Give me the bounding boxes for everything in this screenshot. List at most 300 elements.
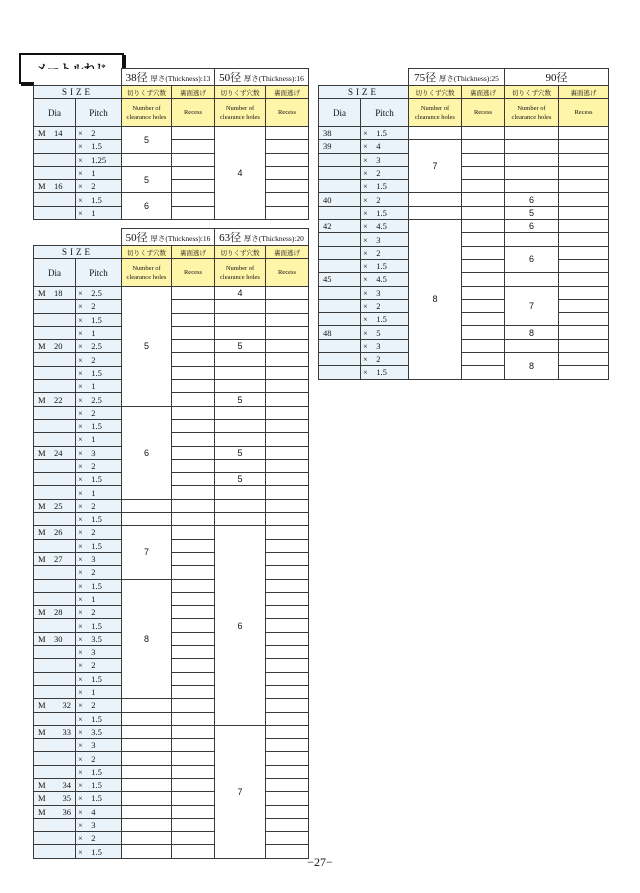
dia-cell: [34, 486, 76, 499]
recess-cell: [172, 446, 215, 459]
pitch-cell: × 1.5: [76, 366, 122, 379]
clearance-holes-value: 5: [122, 127, 172, 154]
recess-cell: [266, 393, 309, 406]
pitch-cell: × 1: [76, 166, 122, 179]
recess-cell: [266, 659, 309, 672]
size-header: SIZE: [319, 86, 409, 99]
recess-cell: [172, 326, 215, 339]
table-row: [34, 672, 309, 685]
table-row: [34, 433, 309, 446]
pitch-cell: × 2: [361, 166, 409, 179]
clearance-holes-header: Number of clearance holes: [122, 259, 172, 287]
group-header-90: 90径: [505, 69, 609, 86]
group-header-38: 38径 厚さ(Thickness):13: [122, 69, 215, 86]
table-row: [34, 619, 309, 632]
pitch-cell: × 2: [361, 193, 409, 206]
recess-cell: [172, 752, 215, 765]
table-row: [34, 300, 309, 313]
clearance-holes-value: 5: [122, 166, 172, 193]
recess-cell: [462, 313, 505, 326]
group-header-63: 63径 厚さ(Thickness):20: [215, 229, 309, 246]
dia-cell: [34, 140, 76, 153]
pitch-cell: × 1: [76, 326, 122, 339]
table-row: [319, 246, 609, 259]
table-row: [34, 340, 309, 353]
recess-cell: [559, 299, 609, 312]
recess-cell: [462, 220, 505, 233]
pitch-header: Pitch: [76, 259, 122, 287]
clearance-holes-value: 8: [505, 326, 559, 339]
clearance-holes-value: 5: [215, 446, 266, 459]
pitch-header: Pitch: [361, 99, 409, 127]
pitch-cell: × 5: [361, 326, 409, 339]
recess-header: Recess: [172, 99, 215, 127]
pitch-cell: × 1.5: [76, 845, 122, 858]
recess-cell: [172, 526, 215, 539]
recess-cell: [172, 699, 215, 712]
pitch-cell: × 2: [76, 127, 122, 140]
pitch-cell: × 2: [76, 606, 122, 619]
dia-cell: [319, 166, 361, 179]
recess-cell: [559, 127, 609, 140]
clearance-holes-value: 6: [122, 406, 172, 499]
recess-cell: [172, 313, 215, 326]
dia-cell: [34, 739, 76, 752]
table-row: [34, 712, 309, 725]
pitch-cell: × 1: [76, 206, 122, 219]
dia-cell: [34, 539, 76, 552]
pitch-cell: × 3: [76, 739, 122, 752]
recess-cell: [172, 818, 215, 831]
dia-cell: 38: [319, 127, 361, 140]
cut-holes-jp: 切りくず穴数: [505, 86, 559, 99]
dia-cell: [34, 646, 76, 659]
dia-cell: [34, 419, 76, 432]
clearance-holes-value: 6: [505, 220, 559, 233]
recess-cell: [172, 406, 215, 419]
clearance-holes-header: Number of clearance holes: [409, 99, 462, 127]
recess-cell: [266, 366, 309, 379]
clearance-holes-value: 6: [122, 193, 172, 220]
dia-cell: [319, 233, 361, 246]
dia-cell: [319, 206, 361, 219]
pitch-cell: × 3: [76, 818, 122, 831]
dia-cell: [319, 286, 361, 299]
cut-holes-jp: 切りくず穴数: [122, 86, 172, 99]
table-row: [34, 140, 309, 153]
recess-cell: [172, 632, 215, 645]
clearance-holes-value: 5: [215, 393, 266, 406]
pitch-cell: × 1.5: [76, 140, 122, 153]
table-row: [34, 592, 309, 605]
pitch-cell: × 2: [76, 699, 122, 712]
pitch-cell: × 2: [361, 299, 409, 312]
table-row: [34, 366, 309, 379]
dia-cell: M 18: [34, 287, 76, 300]
recess-cell: [462, 206, 505, 219]
dia-cell: M 20: [34, 340, 76, 353]
recess-cell: [559, 366, 609, 379]
recess-jp: 裏面逃げ: [462, 86, 505, 99]
table-row: [34, 539, 309, 552]
pitch-cell: × 2.5: [76, 287, 122, 300]
pitch-cell: × 1.5: [76, 539, 122, 552]
recess-cell: [172, 513, 215, 526]
recess-header: Recess: [559, 99, 609, 127]
recess-cell: [266, 765, 309, 778]
table-row: [319, 299, 609, 312]
recess-cell: [266, 672, 309, 685]
recess-cell: [559, 233, 609, 246]
pitch-cell: × 3: [361, 339, 409, 352]
recess-cell: [266, 739, 309, 752]
dia-cell: [34, 473, 76, 486]
pitch-cell: × 4: [76, 805, 122, 818]
recess-cell: [266, 805, 309, 818]
dia-cell: 48: [319, 326, 361, 339]
recess-cell: [172, 287, 215, 300]
table-row: [319, 127, 609, 140]
recess-cell: [266, 287, 309, 300]
clearance-holes-value: 5: [505, 206, 559, 219]
recess-cell: [266, 699, 309, 712]
recess-cell: [266, 712, 309, 725]
recess-cell: [462, 246, 505, 259]
pitch-cell: × 1: [76, 685, 122, 698]
table-row: [319, 339, 609, 352]
recess-cell: [266, 685, 309, 698]
recess-cell: [172, 393, 215, 406]
dia-cell: [34, 166, 76, 179]
recess-cell: [172, 340, 215, 353]
dia-cell: [34, 818, 76, 831]
recess-cell: [266, 513, 309, 526]
dia-cell: [34, 326, 76, 339]
clearance-holes-value: 5: [122, 287, 172, 407]
pitch-cell: × 1.5: [76, 619, 122, 632]
clearance-holes-value: 8: [505, 353, 559, 380]
dia-cell: [34, 712, 76, 725]
dia-cell: [34, 459, 76, 472]
pitch-cell: × 1.5: [361, 180, 409, 193]
dia-cell: [34, 206, 76, 219]
cut-holes-jp: 切りくず穴数: [215, 86, 266, 99]
table-row: [34, 566, 309, 579]
table-row: [319, 140, 609, 153]
recess-cell: [559, 193, 609, 206]
page-number: −27−: [307, 855, 333, 869]
dia-cell: M 26: [34, 526, 76, 539]
recess-cell: [266, 340, 309, 353]
dia-cell: [34, 380, 76, 393]
table-row: [319, 153, 609, 166]
table-row: [34, 486, 309, 499]
dia-cell: M 30: [34, 632, 76, 645]
recess-cell: [462, 339, 505, 352]
recess-cell: [172, 685, 215, 698]
pitch-cell: × 2: [76, 499, 122, 512]
recess-cell: [462, 153, 505, 166]
recess-cell: [559, 206, 609, 219]
table-row: [319, 259, 609, 272]
pitch-cell: × 3.5: [76, 725, 122, 738]
dia-cell: [319, 313, 361, 326]
pitch-cell: × 2.5: [76, 393, 122, 406]
dia-cell: [34, 566, 76, 579]
recess-cell: [462, 180, 505, 193]
dia-cell: [34, 832, 76, 845]
pitch-cell: × 1: [76, 592, 122, 605]
table-row: [319, 313, 609, 326]
table-row: [34, 685, 309, 698]
pitch-cell: × 1.25: [76, 153, 122, 166]
dia-cell: M 22: [34, 393, 76, 406]
recess-cell: [266, 380, 309, 393]
pitch-cell: × 2: [76, 832, 122, 845]
recess-cell: [172, 300, 215, 313]
table-row: [34, 406, 309, 419]
dia-cell: [319, 153, 361, 166]
recess-cell: [559, 286, 609, 299]
recess-cell: [172, 486, 215, 499]
recess-cell: [266, 459, 309, 472]
recess-cell: [559, 339, 609, 352]
size-header: SIZE: [34, 86, 122, 99]
recess-cell: [266, 499, 309, 512]
group-header-50: 50径 厚さ(Thickness):16: [122, 229, 215, 246]
recess-cell: [462, 193, 505, 206]
recess-cell: [266, 446, 309, 459]
recess-cell: [462, 166, 505, 179]
table-row: [34, 725, 309, 738]
recess-header: Recess: [462, 99, 505, 127]
recess-cell: [266, 526, 309, 539]
dia-cell: [34, 579, 76, 592]
recess-cell: [266, 473, 309, 486]
dia-cell: [34, 513, 76, 526]
recess-cell: [172, 539, 215, 552]
table-row: [34, 287, 309, 300]
recess-jp: 裏面逃げ: [266, 86, 309, 99]
table-row: [34, 765, 309, 778]
clearance-holes-value: 6: [505, 193, 559, 206]
recess-cell: [172, 792, 215, 805]
dia-header: Dia: [34, 259, 76, 287]
recess-cell: [462, 326, 505, 339]
recess-cell: [462, 127, 505, 140]
recess-cell: [559, 140, 609, 153]
table-row: [34, 326, 309, 339]
dia-cell: [34, 353, 76, 366]
table-row: [319, 220, 609, 233]
recess-cell: [462, 286, 505, 299]
dia-cell: M 16: [34, 180, 76, 193]
dia-cell: [319, 259, 361, 272]
pitch-cell: × 1.5: [76, 579, 122, 592]
pitch-cell: × 1: [76, 486, 122, 499]
table-row: [34, 473, 309, 486]
dia-cell: 40: [319, 193, 361, 206]
table-row: [34, 818, 309, 831]
pitch-cell: × 1.5: [361, 259, 409, 272]
clearance-holes-value: 7: [122, 526, 172, 579]
recess-cell: [172, 778, 215, 791]
pitch-cell: × 2: [76, 566, 122, 579]
recess-cell: [172, 725, 215, 738]
table-row: [34, 380, 309, 393]
pitch-cell: × 4.5: [361, 220, 409, 233]
pitch-cell: × 1.5: [361, 366, 409, 379]
recess-cell: [462, 353, 505, 366]
recess-cell: [172, 579, 215, 592]
recess-jp: 裏面逃げ: [172, 246, 215, 259]
clearance-holes-value: 4: [215, 127, 266, 220]
dia-cell: [319, 180, 361, 193]
recess-cell: [559, 220, 609, 233]
recess-cell: [462, 273, 505, 286]
table-row: [34, 393, 309, 406]
recess-header: Recess: [172, 259, 215, 287]
size-header: SIZE: [34, 246, 122, 259]
table-row: [319, 326, 609, 339]
clearance-holes-value: 8: [409, 220, 462, 380]
clearance-holes-header: Number of clearance holes: [505, 99, 559, 127]
dia-cell: M 28: [34, 606, 76, 619]
pitch-cell: × 1: [76, 380, 122, 393]
pitch-cell: × 1.5: [76, 513, 122, 526]
recess-cell: [172, 566, 215, 579]
pitch-cell: × 1.5: [76, 765, 122, 778]
pitch-cell: × 3.5: [76, 632, 122, 645]
pitch-cell: × 1.5: [361, 313, 409, 326]
recess-cell: [172, 366, 215, 379]
pitch-cell: × 3: [76, 446, 122, 459]
pitch-cell: × 3: [76, 646, 122, 659]
dia-cell: M 33: [34, 725, 76, 738]
dia-cell: [34, 406, 76, 419]
recess-cell: [172, 473, 215, 486]
table-row: [34, 552, 309, 565]
pitch-cell: × 3: [76, 552, 122, 565]
dia-cell: [319, 299, 361, 312]
table-row: [319, 286, 609, 299]
pitch-cell: × 2: [76, 353, 122, 366]
clearance-holes-value: 7: [215, 725, 266, 858]
pitch-cell: × 1.5: [76, 792, 122, 805]
clearance-holes-value: 7: [409, 140, 462, 193]
dia-cell: [319, 246, 361, 259]
recess-cell: [559, 180, 609, 193]
table-row: [34, 313, 309, 326]
pitch-cell: × 2: [76, 459, 122, 472]
recess-cell: [266, 552, 309, 565]
dia-cell: [34, 765, 76, 778]
dia-cell: 42: [319, 220, 361, 233]
recess-cell: [266, 592, 309, 605]
table-row: [34, 699, 309, 712]
dia-cell: [319, 366, 361, 379]
dia-cell: M 32: [34, 699, 76, 712]
clearance-holes-value: 7: [505, 286, 559, 326]
dia-cell: [34, 672, 76, 685]
recess-cell: [172, 739, 215, 752]
dia-cell: 45: [319, 273, 361, 286]
recess-cell: [172, 832, 215, 845]
recess-cell: [266, 419, 309, 432]
recess-cell: [462, 140, 505, 153]
dia-cell: M 36: [34, 805, 76, 818]
table-row: [34, 127, 309, 140]
recess-cell: [172, 659, 215, 672]
recess-cell: [172, 353, 215, 366]
table-row: [319, 180, 609, 193]
recess-cell: [172, 433, 215, 446]
recess-cell: [266, 632, 309, 645]
pitch-cell: × 1.5: [76, 473, 122, 486]
pitch-cell: × 2: [76, 526, 122, 539]
dia-cell: M 14: [34, 127, 76, 140]
clearance-holes-header: Number of clearance holes: [122, 99, 172, 127]
table-row: [34, 646, 309, 659]
recess-cell: [266, 353, 309, 366]
recess-cell: [266, 326, 309, 339]
recess-cell: [266, 792, 309, 805]
recess-cell: [266, 646, 309, 659]
cut-holes-jp: 切りくず穴数: [409, 86, 462, 99]
pitch-cell: × 2: [361, 246, 409, 259]
recess-cell: [172, 592, 215, 605]
table-38-48: [318, 68, 609, 380]
recess-cell: [266, 778, 309, 791]
dia-cell: [34, 752, 76, 765]
pitch-cell: × 1.5: [76, 712, 122, 725]
table-row: [319, 206, 609, 219]
pitch-cell: × 2: [76, 180, 122, 193]
pitch-cell: × 2: [76, 659, 122, 672]
table-row: [34, 513, 309, 526]
table-row: [34, 499, 309, 512]
pitch-cell: × 1: [76, 433, 122, 446]
clearance-holes-value: 8: [122, 579, 172, 699]
table-row: [34, 792, 309, 805]
dia-cell: [34, 433, 76, 446]
recess-cell: [266, 619, 309, 632]
pitch-cell: × 1.5: [76, 193, 122, 206]
pitch-header: Pitch: [76, 99, 122, 127]
recess-cell: [172, 805, 215, 818]
dia-header: Dia: [319, 99, 361, 127]
pitch-cell: × 1.5: [361, 206, 409, 219]
recess-cell: [172, 672, 215, 685]
dia-cell: M 24: [34, 446, 76, 459]
table-row: [34, 446, 309, 459]
recess-cell: [172, 552, 215, 565]
table-row: [34, 153, 309, 166]
pitch-cell: × 1.5: [76, 419, 122, 432]
clearance-holes-value: 5: [215, 340, 266, 353]
dia-cell: M 25: [34, 499, 76, 512]
table-m14-m16: [33, 68, 309, 220]
table-row: [319, 353, 609, 366]
dia-cell: [34, 300, 76, 313]
pitch-cell: × 2: [76, 752, 122, 765]
pitch-cell: × 4.5: [361, 273, 409, 286]
pitch-cell: × 1.5: [76, 672, 122, 685]
recess-cell: [462, 366, 505, 379]
group-header-50: 50径 厚さ(Thickness):16: [215, 69, 309, 86]
table-row: [34, 632, 309, 645]
pitch-cell: × 1.5: [76, 778, 122, 791]
